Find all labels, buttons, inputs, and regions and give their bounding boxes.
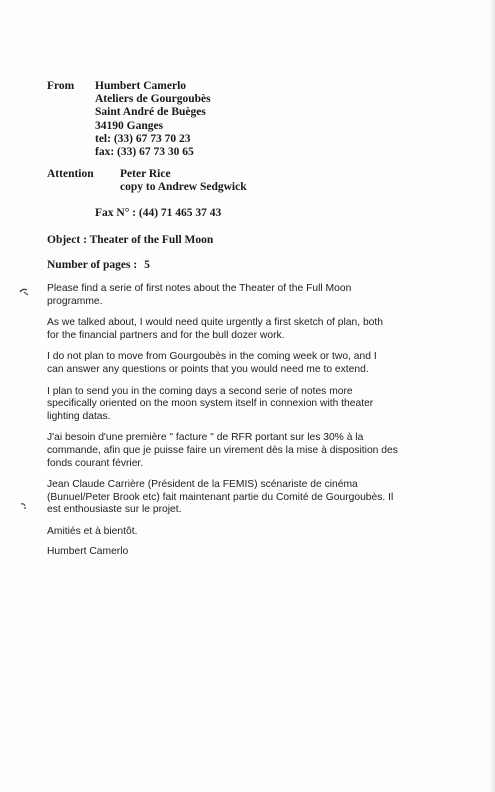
paragraph-4: I plan to send you in the coming days a second serie of notes more specifically oriented on the moon system itself in connexion with theater lighting datas.: [47, 385, 374, 422]
recipient-name: Peter Rice: [120, 168, 171, 180]
paragraph-6: Jean Claude Carrière (Président de la FEMIS) scénariste de cinéma (Bunuel/Peter Brook etc) fait maintenant partie du Comité de Gourgoubès. Il est enthousiaste sur le projet.: [47, 479, 394, 516]
page-edge: [489, 0, 495, 792]
paragraph-3: I do not plan to move from Gourgoubès in the coming week or two, and I can answer any questions or points that you would need me to extend.: [47, 351, 377, 375]
paragraph-1: Please find a serie of first notes about the Theater of the Full Moon programme.: [47, 283, 352, 307]
punch-hole-mark-icon: [18, 501, 30, 511]
paragraph-2: As we talked about, I would need quite urgently a first sketch of plan, both for the financial partners and for the bull dozer work.: [47, 317, 383, 341]
paragraph-5: J'ai besoin d'une première " facture " de RFR portant sur les 30% à la commande, afin que je puisse faire un virement dès la mise à disposition des fonds courant février.: [47, 432, 398, 469]
sender-city: 34190 Ganges: [95, 119, 164, 132]
attention-label: Attention: [47, 168, 94, 180]
object-line: Object : Theater of the Full Moon: [47, 234, 214, 246]
from-label: From: [47, 80, 75, 92]
punch-hole-mark-icon: [18, 287, 30, 297]
recipient-block: [120, 168, 247, 194]
pages-label: Number of pages :: [47, 259, 138, 271]
sender-fax: fax: (33) 67 73 30 65: [95, 146, 194, 159]
pages-value: 5: [144, 259, 150, 271]
sender-name: Humbert Camerlo: [95, 80, 187, 92]
copy-to-line: copy to Andrew Sedgwick: [120, 181, 247, 193]
signature-line: Humbert Camerlo: [47, 545, 129, 557]
sender-street: Saint André de Buèges: [95, 106, 206, 119]
letter-body: [47, 283, 452, 567]
sender-address: [95, 80, 211, 159]
closing-line: Amitiés et à bientôt.: [47, 525, 138, 537]
sender-organization: Ateliers de Gourgoubès: [95, 93, 211, 106]
sender-phone: tel: (33) 67 73 70 23: [95, 132, 191, 145]
number-of-pages: [47, 259, 150, 271]
recipient-fax-number: Fax N° : (44) 71 465 37 43: [95, 207, 222, 219]
